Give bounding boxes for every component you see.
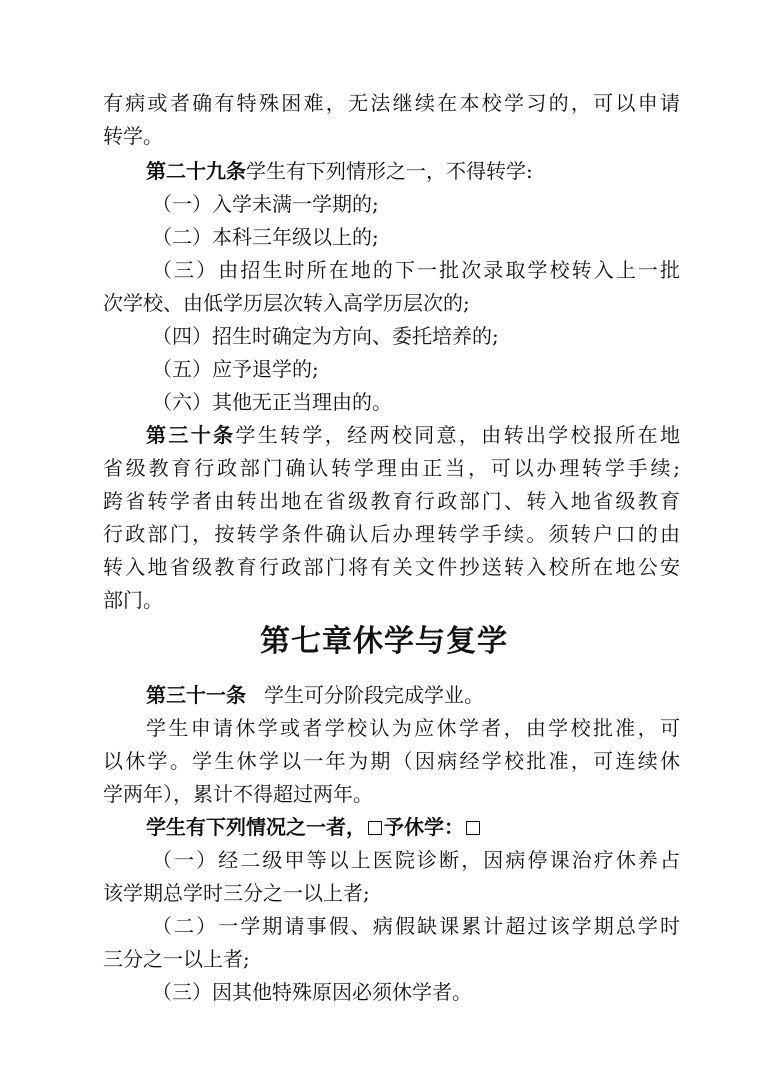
article-title: 第三十一条 bbox=[146, 683, 246, 707]
list-item: （二）本科三年级以上的; bbox=[152, 225, 379, 249]
text-line: 跨省转学者由转出地在省级教育行政部门、转入地省级教育 bbox=[103, 489, 680, 513]
article-31 bbox=[146, 680, 680, 710]
text-line: 转学。 bbox=[103, 124, 163, 148]
text-line: 学生申请休学或者学校认为应休学者，由学校批准，可 bbox=[146, 716, 680, 740]
article-30 bbox=[146, 420, 680, 450]
text-line: 有病或者确有特殊困难，无法继续在本校学习的，可以申请 bbox=[103, 91, 680, 115]
list-item: （五）应予退学的; bbox=[152, 357, 319, 381]
article-text: 学生有下列情形之一，不得转学: bbox=[246, 159, 533, 183]
text-line: 行政部门，按转学条件确认后办理转学手续。须转户口的由 bbox=[103, 522, 680, 546]
text-line: 转入地省级教育行政部门将有关文件抄送转入校所在地公安 bbox=[103, 555, 680, 579]
list-item-continuation: 该学期总学时三分之一以上者; bbox=[103, 881, 370, 905]
missing-glyph-box bbox=[466, 821, 480, 835]
text-line: 部门。 bbox=[103, 588, 163, 612]
list-item: （二）一学期请事假、病假缺课累计超过该学期总学时 bbox=[152, 914, 680, 938]
bold-text: 予休学： bbox=[384, 815, 464, 839]
article-text: 学生可分阶段完成学业。 bbox=[264, 683, 484, 707]
article-text: 学生转学，经两校同意，由转出学校报所在地 bbox=[235, 423, 680, 447]
text-line: 省级教育行政部门确认转学理由正当，可以办理转学手续; bbox=[103, 456, 680, 480]
article-29 bbox=[146, 156, 680, 186]
list-item: （四）招生时确定为方向、委托培养的; bbox=[152, 324, 499, 348]
list-item-continuation: 三分之一以上者; bbox=[103, 947, 250, 971]
text-line: 学两年），累计不得超过两年。 bbox=[103, 782, 373, 806]
chapter-heading: 第七章休学与复学 bbox=[260, 624, 508, 659]
list-item: （一）入学未满一学期的; bbox=[152, 192, 379, 216]
list-item: （三）因其他特殊原因必须休学者。 bbox=[152, 980, 472, 1004]
list-item: （六）其他无正当理由的。 bbox=[152, 390, 392, 414]
article-title: 第三十条 bbox=[146, 423, 236, 447]
list-item-continuation: 次学校、由低学历层次转入高学历层次的; bbox=[103, 291, 470, 315]
bold-text: 学生有下列情况之一者， bbox=[146, 815, 366, 839]
bold-statement bbox=[146, 812, 680, 842]
article-title: 第二十九条 bbox=[146, 159, 246, 183]
list-item: （一）经二级甲等以上医院诊断，因病停课治疗休养占 bbox=[152, 848, 680, 872]
list-item: （三）由招生时所在地的下一批次录取学校转入上一批 bbox=[152, 258, 680, 282]
text-line: 以休学。学生休学以一年为期（因病经学校批准，可连续休 bbox=[103, 749, 680, 773]
missing-glyph-box bbox=[368, 821, 382, 835]
